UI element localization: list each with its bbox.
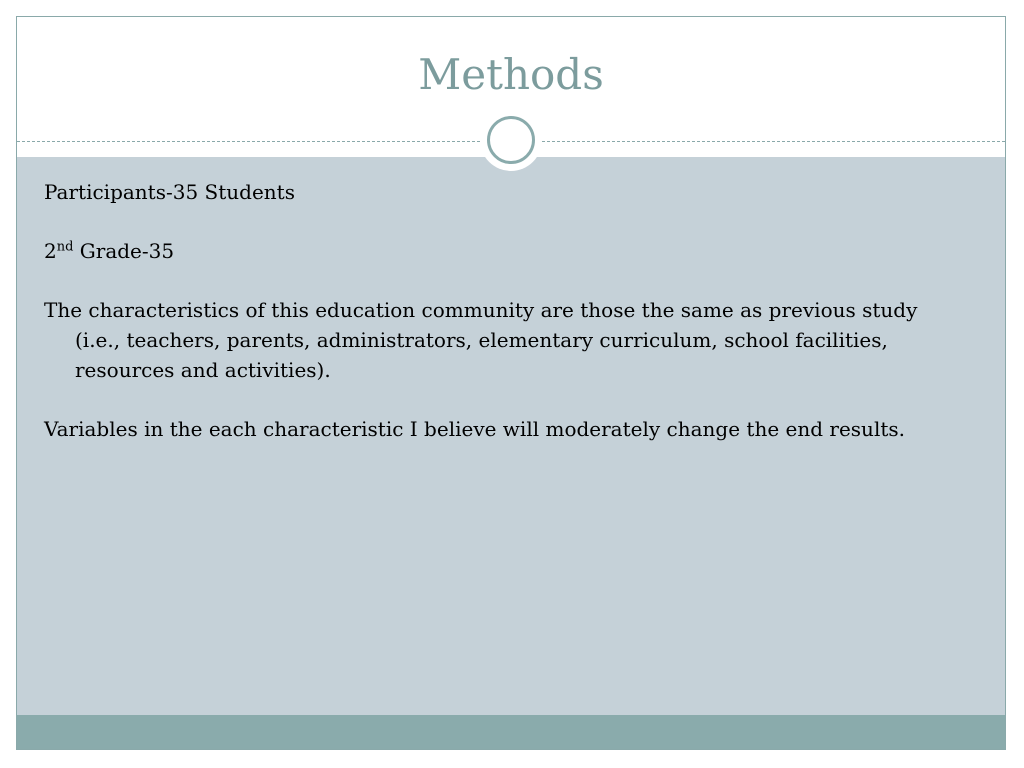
bullet-grade <box>44 236 944 266</box>
circle-ornament-icon <box>480 109 542 171</box>
bullet-characteristics <box>44 295 944 385</box>
bullet-superscript: nd <box>56 239 74 255</box>
slide-frame <box>16 16 1006 750</box>
bullet-text: Participants-35 Students <box>44 180 295 204</box>
bullet-list <box>44 177 944 473</box>
bullet-prefix: 2 <box>44 239 57 263</box>
bullet-participants <box>44 177 944 207</box>
bullet-text: Grade-35 <box>73 239 175 263</box>
bullet-text: Variables in the each characteristic I believe will moderately change the end results. <box>44 417 905 441</box>
footer-bar <box>17 715 1005 749</box>
bullet-text: The characteristics of this education community are those the same as previous study (i.e., teachers, parents, administrators, elementary curriculum, school facilities, resources and activities). <box>44 298 918 382</box>
bullet-variables <box>44 414 944 444</box>
slide-title: Methods <box>418 50 604 99</box>
